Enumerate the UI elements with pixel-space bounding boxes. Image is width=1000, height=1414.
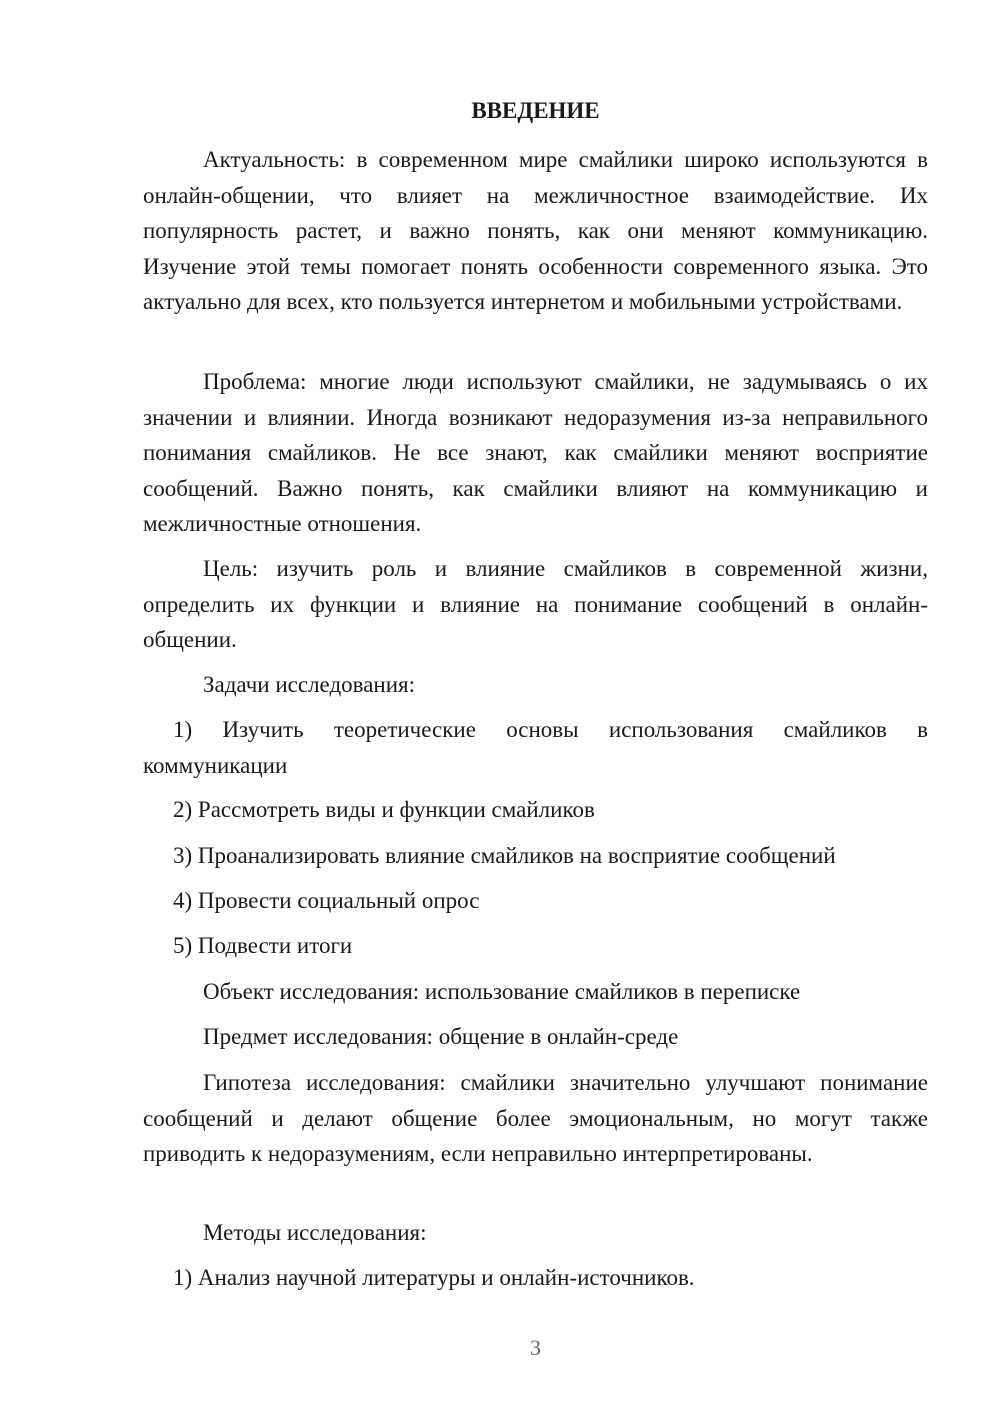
task-item: 2) Рассмотреть виды и функции смайликов xyxy=(173,797,595,822)
task-item: 5) Подвести итоги xyxy=(173,933,353,958)
document-page xyxy=(143,0,928,1414)
research-object: Объект исследования: использование смайликов в переписке xyxy=(203,979,801,1004)
task-item: 1) Изучить теоретические основы использования смайликов в коммуникации xyxy=(143,717,928,778)
tasks-title: Задачи исследования: xyxy=(203,672,416,697)
paragraph-problem: Проблема: многие люди используют смайлики, не задумываясь о их значении и влиянии. Иногда возникают недоразумения из-за неправильного понимания смайликов. Не все знают, как смайлики меняют восприятие сообщений. Важно понять, как смайлики влияют на коммуникацию и межличностные отношения. xyxy=(143,369,928,536)
research-subject: Предмет исследования: общение в онлайн-среде xyxy=(203,1024,679,1049)
paragraph-relevance: Актуальность: в современном мире смайлики широко используются в онлайн-общении, что влияет на межличностное взаимодействие. Их популярность растет, и важно понять, как они меняют коммуникацию. Изучение этой темы помогает понять особенности современного языка. Это актуально для всех, кто пользуется интернетом и мобильными устройствами. xyxy=(143,147,928,314)
methods-title: Методы исследования: xyxy=(203,1220,427,1245)
method-item: 1) Анализ научной литературы и онлайн-источников. xyxy=(173,1265,695,1290)
task-item: 3) Проанализировать влияние смайликов на восприятие сообщений xyxy=(173,843,836,868)
task-item: 4) Провести социальный опрос xyxy=(173,888,480,913)
page-number: 3 xyxy=(530,1335,541,1360)
paragraph-hypothesis: Гипотеза исследования: смайлики значительно улучшают понимание сообщений и делают общение более эмоциональным, но могут также приводить к недоразумениям, если неправильно интерпретированы. xyxy=(143,1070,928,1166)
paragraph-goal: Цель: изучить роль и влияние смайликов в современной жизни, определить их функции и влияние на понимание сообщений в онлайн-общении. xyxy=(143,556,928,652)
section-heading: ВВЕДЕНИЕ xyxy=(471,98,600,123)
